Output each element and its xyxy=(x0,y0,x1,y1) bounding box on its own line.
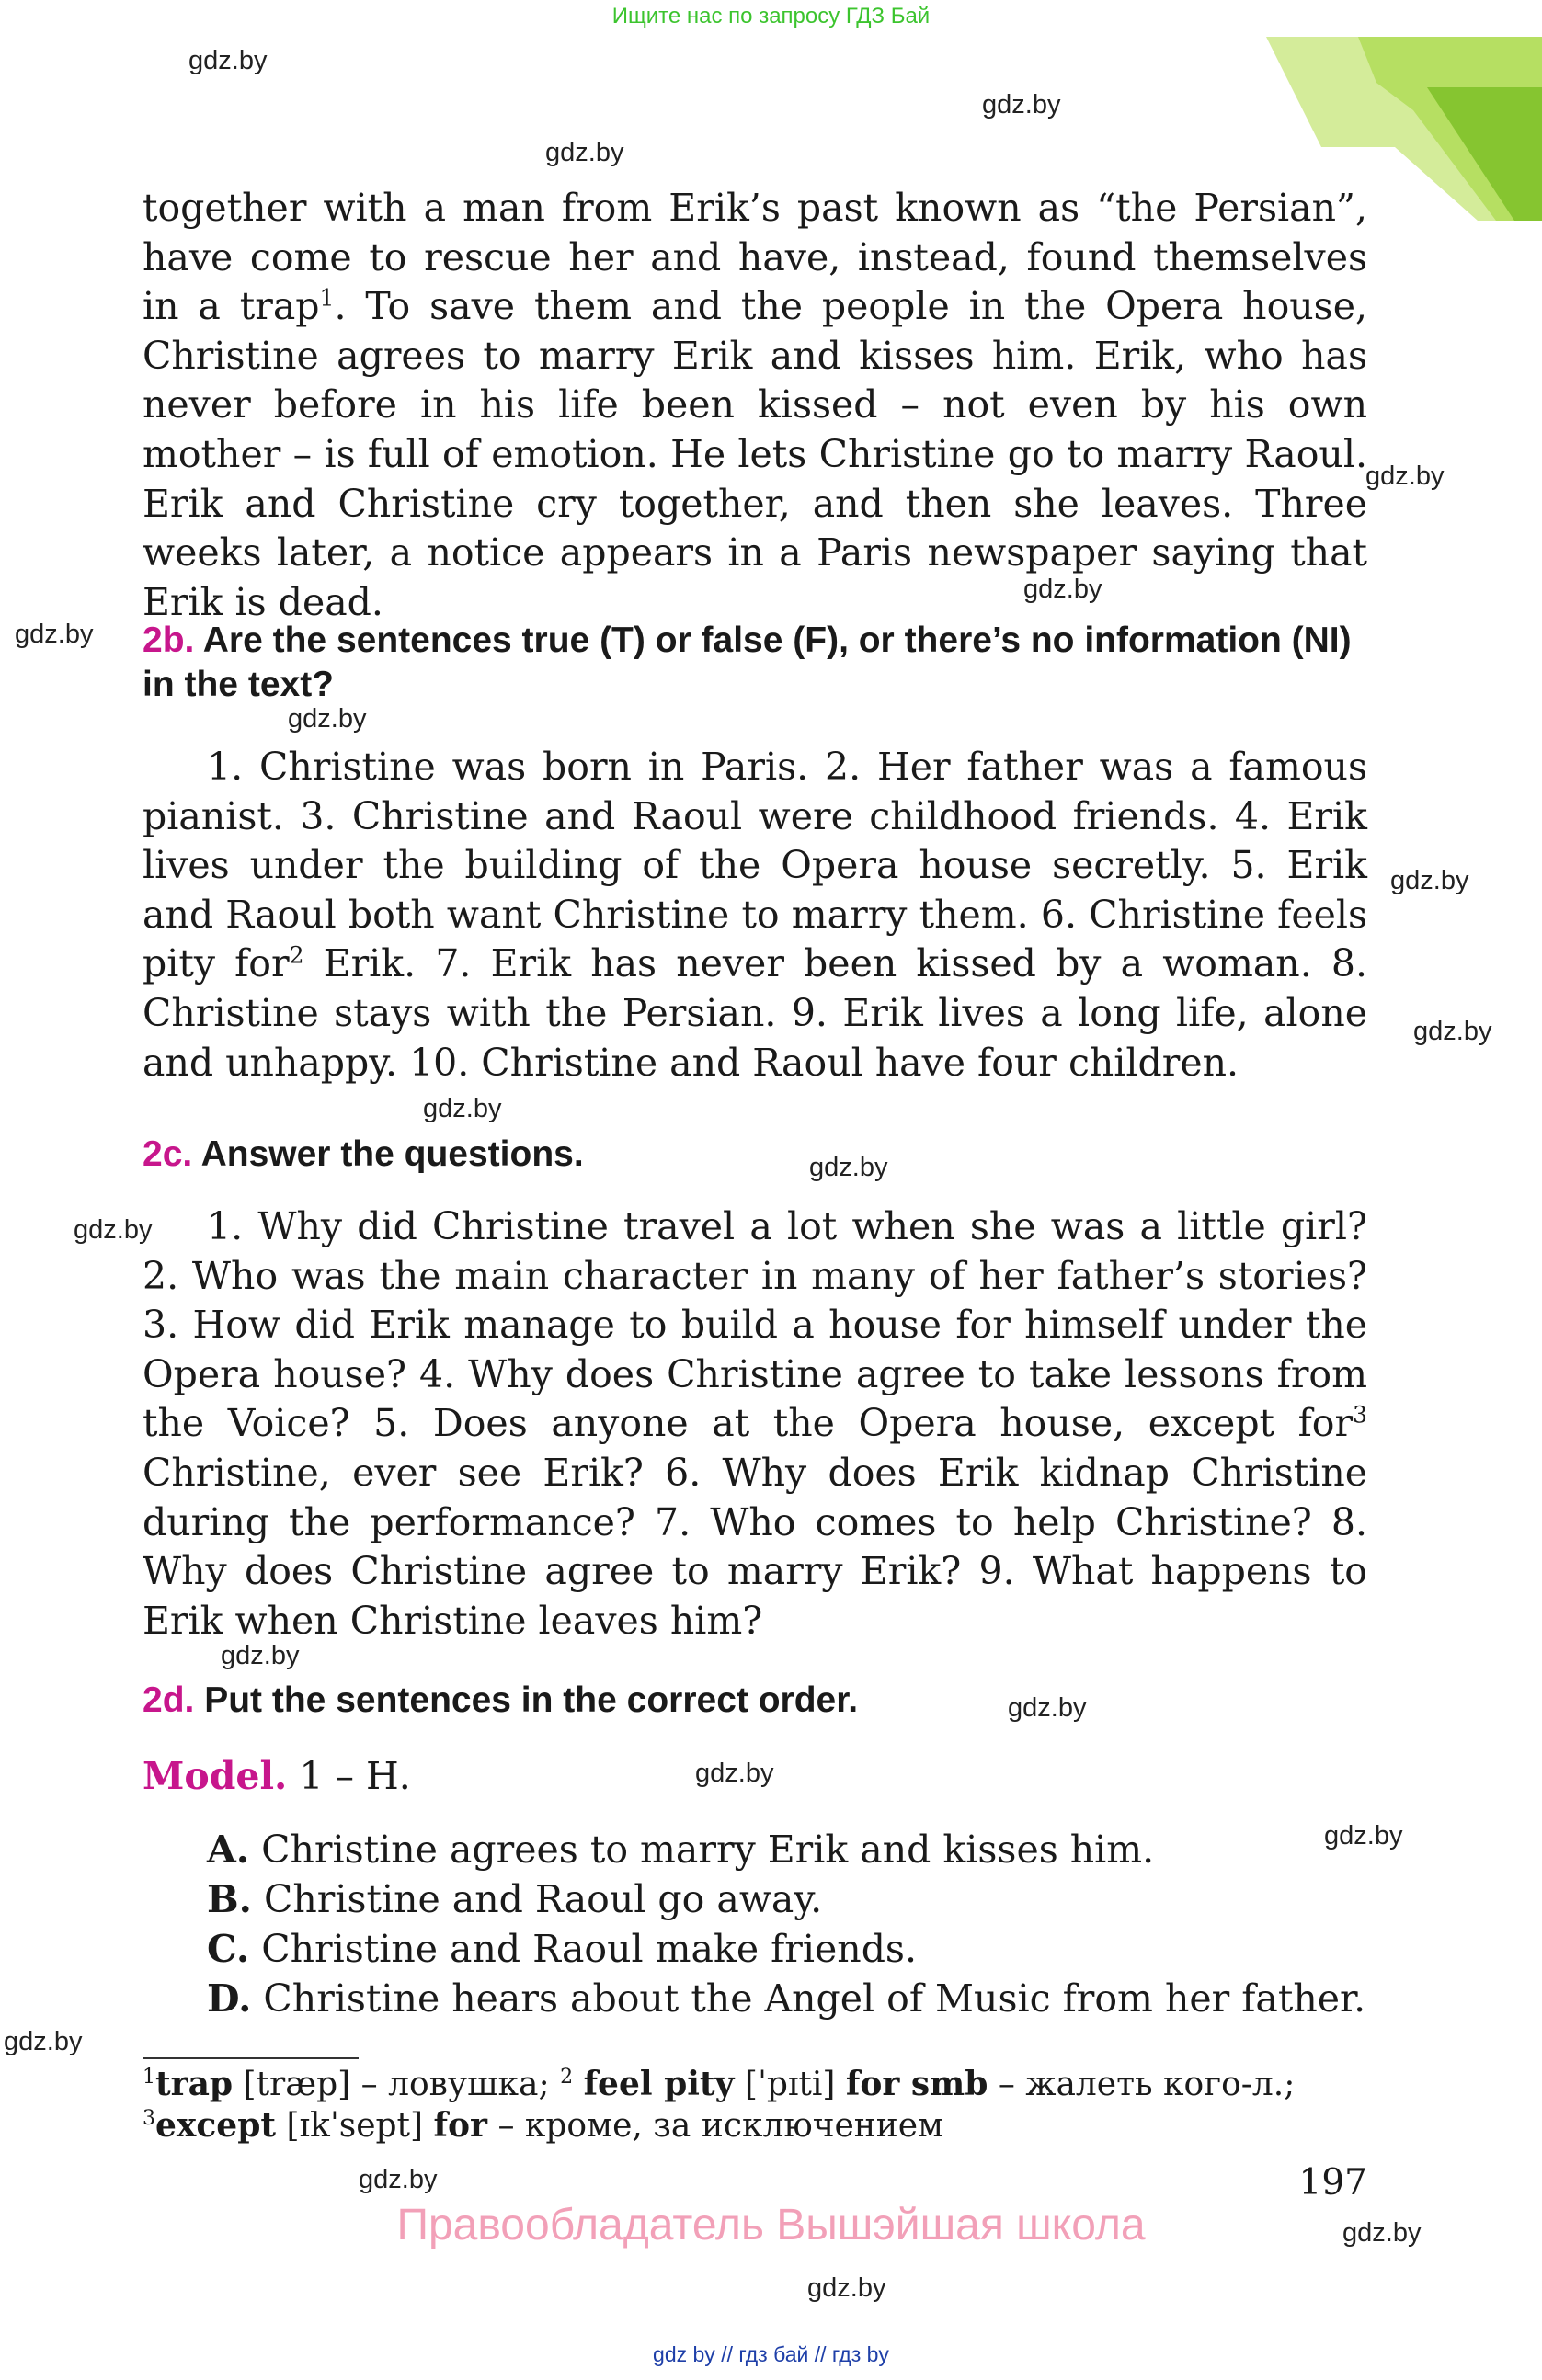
model-label: Model. xyxy=(143,1754,288,1798)
exercise-2c-text: 1. Why did Christine travel a lot when she was a little girl? 2. Who was the main character in many of her father’s stories? 3. How did Erik manage to build a house for himself under the Opera house? 4. Why does Christine agree to take lessons from the Voice? 5. Does anyone at the Opera house, except for$^3$ Christine, ever see Erik? 6. Why does Erik kidnap Christine during the performance? 7. Who comes to help Christine? 8. Why does Christine agree to marry Erik? 9. What happens to Erik when Christine leaves him? xyxy=(143,1204,1367,1643)
watermark: gdz.by xyxy=(807,2273,886,2303)
watermark: gdz.by xyxy=(359,2165,438,2194)
watermark: gdz.by xyxy=(1342,2218,1422,2248)
watermark: gdz.by xyxy=(1390,866,1469,895)
footnote-line: $^1$trap [træp] – ловушка; $^2$ feel pity [ˈpɪti] for smb – жалеть кого-л.; xyxy=(143,2065,1296,2103)
footnote-ref: 1 xyxy=(319,284,335,312)
watermark: gdz.by xyxy=(188,46,268,75)
list-item: C. Christine and Raoul make friends. xyxy=(207,1927,918,1971)
footnote-divider xyxy=(143,2057,359,2059)
watermark: gdz.by xyxy=(1324,1821,1403,1850)
exercise-instruction: Put the sentences in the correct order. xyxy=(204,1680,859,1720)
watermark: gdz.by xyxy=(695,1759,774,1788)
footnote-line: $^3$except [ɪkˈsept] for – кроме, за исключением xyxy=(143,2106,944,2145)
exercise-number: 2c. xyxy=(143,1134,193,1174)
exercise-2c-heading xyxy=(143,1133,1375,1177)
copyright-notice: Правообладатель Вышэйшая школа xyxy=(396,2201,1146,2249)
watermark: gdz.by xyxy=(1365,461,1445,491)
exercise-instruction: Are the sentences true (T) or false (F), or there’s no information (NI) in the text? xyxy=(143,621,1352,704)
footnote-ref: 3 xyxy=(1353,1401,1367,1429)
intro-paragraph: together with a man from Erik’s past known as “the Persian”, have come to rescue her and have, instead, found themselves in a trap$^1$. To save them and the people in the Opera house, Christine agrees to marry Erik and kisses him. Erik, who has never before in his life been kissed – not even by his own mother – is full of emotion. He lets Christine go to marry Raoul. Erik and Christine cry together, and then she leaves. Three weeks later, a notice appears in a Paris newspaper saying that Erik is dead. xyxy=(143,186,1368,624)
list-item: B. Christine and Raoul go away. xyxy=(207,1877,823,1921)
watermark: gdz.by xyxy=(1023,575,1102,604)
exercise-2b-text: 1. Christine was born in Paris. 2. Her father was a famous pianist. 3. Christine and Raoul were childhood friends. 4. Erik lives under the building of the Opera house secretly. 5. Erik and Raoul both want Christine to marry them. 6. Christine feels pity for$^2$ Erik. 7. Erik has never been kissed by a woman. 8. Christine stays with the Persian. 9. Erik lives a long life, alone and unhappy. 10. Christine and Raoul have four children. xyxy=(143,745,1367,1085)
list-item: D. Christine hears about the Angel of Music from her father. xyxy=(207,1976,1366,2021)
exercise-2d-heading xyxy=(143,1679,1375,1723)
watermark: gdz.by xyxy=(423,1094,502,1123)
exercise-2b-heading xyxy=(143,619,1375,707)
model-line xyxy=(143,1752,1367,1802)
watermark: gdz.by xyxy=(221,1641,300,1670)
watermark: gdz.by xyxy=(809,1153,888,1182)
watermark: gdz.by xyxy=(4,2027,83,2056)
page-number: 197 xyxy=(1298,2162,1367,2203)
top-search-link[interactable]: Ищите нас по запросу ГДЗ Бай xyxy=(611,4,931,28)
model-value: 1 – H. xyxy=(299,1754,411,1798)
watermark: gdz.by xyxy=(982,90,1061,120)
watermark: gdz.by xyxy=(288,704,367,734)
exercise-number: 2b. xyxy=(143,621,195,660)
order-list xyxy=(207,1825,1375,2023)
watermark: gdz.by xyxy=(1413,1017,1492,1046)
footnote-ref: 2 xyxy=(289,941,304,969)
exercise-number: 2d. xyxy=(143,1680,195,1720)
bottom-links[interactable]: gdz by // гдз бай // гдз by xyxy=(653,2342,889,2366)
footnotes xyxy=(143,2064,1375,2147)
watermark: gdz.by xyxy=(74,1215,153,1245)
watermark: gdz.by xyxy=(15,620,94,649)
watermark: gdz.by xyxy=(545,138,624,167)
watermark: gdz.by xyxy=(1008,1693,1087,1723)
list-item: A. Christine agrees to marry Erik and kisses him. xyxy=(207,1828,1155,1872)
exercise-instruction: Answer the questions. xyxy=(200,1134,584,1174)
